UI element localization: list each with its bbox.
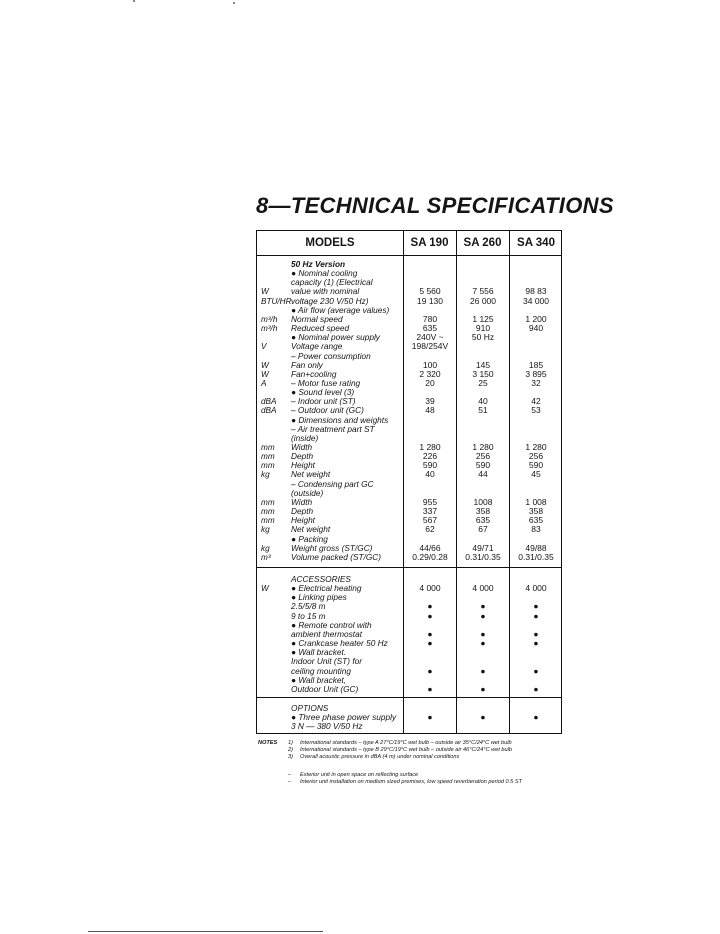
row-unit: W: [261, 584, 269, 594]
row-value: 83: [531, 524, 541, 535]
row-value: 2 320: [419, 368, 441, 379]
header-sa260: SA 260: [463, 237, 502, 249]
row-description: ● Linking pipes: [291, 592, 347, 603]
row-value: 1 280: [419, 442, 441, 452]
row-description: – Motor fuse rating: [291, 377, 361, 388]
row-value: 198/254V: [411, 341, 449, 352]
row-value: 1 280: [525, 442, 547, 452]
column-divider: [456, 231, 457, 733]
row-value: ●: [427, 638, 433, 649]
row-description: capacity (1) (Electrical: [291, 277, 373, 288]
row-value: 25: [478, 377, 488, 388]
row-description: ● Packing: [291, 533, 328, 544]
row-value: 1 125: [472, 313, 494, 324]
row-value: ●: [427, 601, 433, 612]
row-value: 590: [475, 460, 491, 471]
row-unit: mm: [261, 443, 275, 452]
row-description: ACCESSORIES: [291, 574, 351, 584]
row-unit: V: [261, 342, 267, 352]
row-description: (inside): [291, 432, 319, 443]
row-description: ● Wall bracket,: [291, 674, 347, 685]
row-description: Depth: [291, 451, 314, 462]
row-unit: dBA: [261, 406, 277, 416]
row-description: ceiling mounting: [291, 665, 351, 676]
note-text: Interior unit installation on medium sized premises, low speed reverberation period 0.5 ST: [300, 779, 522, 785]
page-title: 8—TECHNICAL SPECIFICATIONS: [256, 193, 614, 218]
row-description: Fan only: [291, 359, 323, 370]
row-description: Fan+cooling: [291, 368, 337, 379]
row-value: 53: [531, 405, 541, 416]
row-description: 50 Hz Version: [291, 259, 346, 269]
row-unit: mm: [261, 452, 275, 462]
row-value: 98 83: [525, 286, 547, 297]
header-sa340: SA 340: [517, 237, 555, 249]
row-value: 3 150: [472, 368, 494, 379]
row-description: Width: [291, 496, 313, 507]
row-value: 4 000: [472, 583, 494, 594]
row-unit: m³: [261, 552, 271, 562]
note-text: International standards – type A 27°C/19°C wet bulb – outside air 35°C/24°C wet bulb: [300, 740, 512, 746]
row-value: 67: [478, 524, 488, 535]
row-value: ●: [480, 628, 486, 639]
row-value: 50 Hz: [471, 332, 495, 343]
row-value: 62: [425, 524, 435, 535]
row-description: – Indoor unit (ST): [291, 396, 356, 407]
row-value: 256: [475, 451, 491, 462]
row-unit: m³/h: [261, 314, 278, 324]
note-number: –: [288, 772, 292, 778]
row-value: 590: [422, 460, 438, 471]
section-rule: [257, 697, 561, 698]
row-description: Indoor Unit (ST) for: [291, 656, 363, 667]
row-value: 910: [475, 323, 491, 334]
row-unit: W: [261, 287, 269, 297]
row-description: ● Sound level (3): [291, 387, 355, 398]
row-value: 256: [528, 451, 544, 462]
note-number: 2): [288, 747, 293, 753]
row-unit: mm: [261, 507, 275, 517]
row-unit: mm: [261, 461, 275, 471]
row-description: ● Nominal cooling: [291, 268, 358, 279]
scan-speck: [133, 0, 135, 2]
row-value: ●: [533, 712, 539, 723]
row-description: Reduced speed: [291, 323, 350, 334]
row-description: ● Wall bracket.: [291, 647, 347, 658]
note-text: Exterior unit in open space on reflecting surface: [300, 772, 419, 778]
row-description: Height: [291, 460, 315, 471]
row-description: ● Three phase power supply: [291, 712, 397, 723]
row-unit: W: [261, 369, 269, 379]
row-description: Net weight: [291, 524, 331, 535]
row-value: 635: [475, 515, 491, 526]
row-description: voltage 230 V/50 Hz): [291, 295, 369, 306]
row-value: 567: [422, 515, 438, 526]
row-value: 100: [422, 359, 438, 370]
row-description: Normal speed: [291, 313, 343, 324]
row-value: ●: [480, 683, 486, 694]
row-description: OPTIONS: [291, 703, 329, 713]
row-value: 337: [422, 506, 438, 517]
row-value: 51: [478, 405, 488, 416]
row-unit: kg: [261, 543, 270, 553]
row-value: 0.31/0.35: [465, 551, 501, 562]
row-value: 635: [528, 515, 544, 526]
row-value: ●: [427, 628, 433, 639]
row-unit: mm: [261, 516, 275, 526]
row-description: Outdoor Unit (GC): [291, 683, 359, 694]
row-value: ●: [533, 665, 539, 676]
row-value: ●: [533, 638, 539, 649]
row-value: 955: [422, 496, 438, 507]
row-value: ●: [533, 628, 539, 639]
row-unit: BTU/HR: [261, 296, 292, 306]
row-value: 940: [528, 323, 544, 334]
row-value: ●: [533, 610, 539, 621]
row-value: 635: [422, 323, 438, 334]
row-value: 590: [528, 460, 544, 471]
column-divider: [509, 231, 510, 733]
row-value: 1008: [473, 496, 493, 507]
row-description: Volume packed (ST/GC): [291, 551, 382, 562]
row-description: Depth: [291, 506, 314, 517]
row-unit: dBA: [261, 397, 277, 407]
row-value: ●: [427, 665, 433, 676]
note-text: International standards – type B 29°C/19°C wet bulb – outside air 46°C/24°C wet bulb: [300, 747, 512, 753]
row-description: ● Air flow (average values): [291, 304, 390, 315]
row-value: 44/66: [419, 542, 441, 553]
footer-rule: [88, 931, 323, 932]
row-value: 7 556: [472, 286, 494, 297]
row-description: ● Nominal power supply: [291, 332, 380, 343]
row-unit: kg: [261, 525, 270, 535]
row-description: Weight gross (ST/GC): [291, 542, 373, 553]
row-description: – Condensing part GC: [291, 478, 374, 489]
notes-label: NOTES: [258, 740, 278, 746]
row-description: (outside): [291, 487, 324, 498]
note-number: 3): [288, 754, 293, 760]
row-unit: m³/h: [261, 324, 278, 334]
row-value: 1 200: [525, 313, 547, 324]
row-description: ● Remote control with: [291, 619, 372, 630]
header-models: MODELS: [305, 237, 355, 249]
row-value: 226: [422, 451, 438, 462]
row-value: 0.31/0.35: [518, 551, 554, 562]
row-value: ●: [480, 610, 486, 621]
row-value: 4 000: [525, 583, 547, 594]
row-description: ● Dimensions and weights: [291, 414, 389, 425]
row-value: ●: [480, 712, 486, 723]
row-value: 49/88: [525, 542, 547, 553]
row-value: ●: [533, 683, 539, 694]
row-description: Width: [291, 442, 313, 452]
row-description: ● Electrical heating: [291, 583, 362, 594]
note-number: 1): [288, 740, 293, 746]
header-rule: [257, 255, 561, 256]
row-value: 40: [478, 396, 488, 407]
row-description: – Air treatment part ST: [291, 423, 375, 434]
row-value: 4 000: [419, 583, 441, 594]
row-value: 780: [422, 313, 438, 324]
row-value: 358: [475, 506, 491, 517]
row-unit: W: [261, 360, 269, 370]
row-description: – Power consumption: [291, 350, 371, 361]
row-value: ●: [480, 638, 486, 649]
row-value: 48: [425, 405, 435, 416]
row-value: 185: [528, 359, 544, 370]
row-value: 45: [531, 469, 541, 480]
row-description: Net weight: [291, 469, 331, 480]
row-value: 49/71: [472, 542, 494, 553]
row-value: ●: [427, 610, 433, 621]
scan-speck: [233, 2, 235, 4]
header-sa190: SA 190: [410, 237, 449, 249]
row-value: 19 130: [417, 295, 443, 306]
row-value: 44: [478, 469, 488, 480]
row-value: ●: [533, 601, 539, 612]
spec-table: [256, 230, 562, 734]
row-value: ●: [427, 712, 433, 723]
row-value: ●: [480, 601, 486, 612]
row-value: 39: [425, 396, 435, 407]
row-value: 145: [475, 359, 491, 370]
row-description: 2.5/5/8 m: [291, 601, 326, 612]
row-value: 358: [528, 506, 544, 517]
row-description: 3 N — 380 V/50 Hz: [291, 721, 363, 732]
row-value: 42: [531, 396, 541, 407]
row-description: ● Crankcase heater 50 Hz: [291, 638, 388, 649]
section-rule: [257, 567, 561, 568]
row-unit: kg: [261, 470, 270, 480]
row-value: 0.29/0.28: [412, 551, 448, 562]
row-value: 32: [531, 377, 541, 388]
row-value: 240V ~: [416, 332, 444, 343]
row-description: Voltage range: [291, 341, 343, 352]
row-description: – Outdoor unit (GC): [291, 405, 364, 416]
row-value: 5 560: [419, 286, 441, 297]
row-value: 26 000: [470, 295, 496, 306]
row-description: 9 to 15 m: [291, 610, 326, 621]
note-text: Overall acoustic pressure in dBA (4 m) under nominal conditions: [300, 754, 460, 760]
row-description: value with nominal: [291, 286, 360, 297]
row-description: ambient thermostat: [291, 628, 363, 639]
row-value: ●: [427, 683, 433, 694]
row-value: 40: [425, 469, 435, 480]
row-unit: mm: [261, 497, 275, 507]
row-value: ●: [480, 665, 486, 676]
row-unit: A: [261, 378, 267, 388]
row-value: 3 895: [525, 368, 547, 379]
row-value: 1 280: [472, 442, 494, 452]
row-description: Height: [291, 515, 315, 526]
row-value: 34 000: [523, 295, 549, 306]
row-value: 1 008: [525, 496, 547, 507]
note-number: –: [288, 779, 292, 785]
row-value: 20: [425, 377, 435, 388]
